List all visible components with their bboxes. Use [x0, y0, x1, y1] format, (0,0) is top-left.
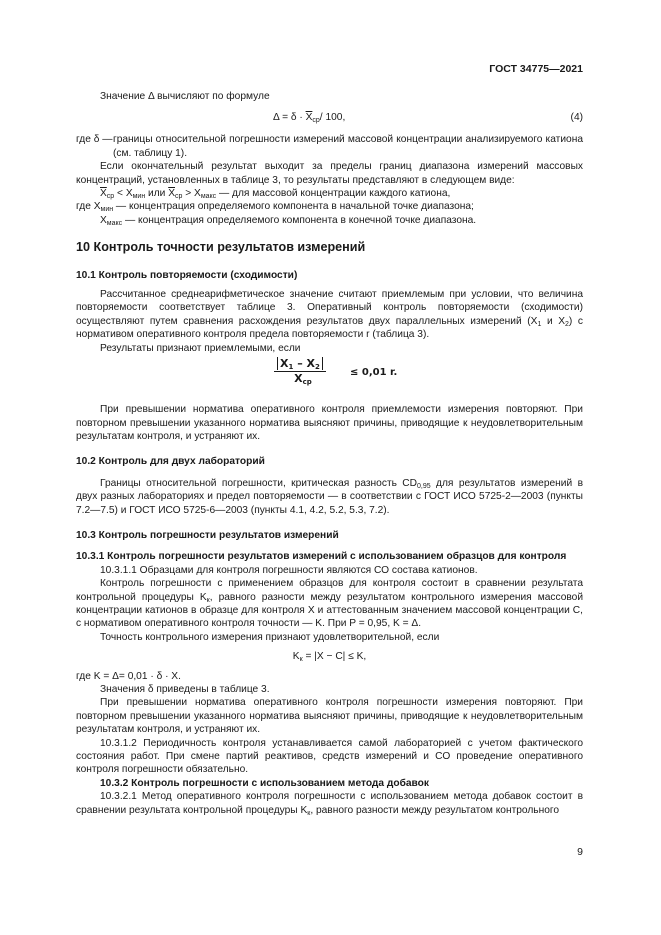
- section-10-heading: 10 Контроль точности результатов измерений: [76, 240, 366, 255]
- paragraph-10-3-1-control: Контроль погрешности с применением образцов для контроля состоит в сравнении результата контрольной процедуры $K_к$, равного разности между результатом контрольного измерения массовой концентрации катионов в образце для контроля X и аттестованным значением массовой концентрации C, с нормативом оперативного контроля точности — K. При P = 0,95, K = Δ.: [76, 578, 584, 630]
- where-k: где K = Δ= 0,01 · δ · X.: [76, 670, 181, 682]
- paragraph-10-1-a: Рассчитанное среднеарифметическое значение считают приемлемым при условии, что величина повторяемости соответствует таблице 3. Оперативный контроль повторяемости (сходимости) осуществляют путем сравнения расхождения результатов двух параллельных измерений ($X_1$ и $X_2$) с нормативом оперативного контроля предела повторяемости r (таблица 3).: [76, 289, 583, 341]
- paragraph-10-3-2-1: 10.3.2.1 Метод оперативного контроля погрешности с использованием метода добавок состоит в сравнении результата контрольной процедуры $K_к$, равного разности между результатом контрольного: [76, 791, 583, 817]
- section-10-3-2-heading: 10.3.2 Контроль погрешности с использованием метода добавок: [100, 777, 429, 789]
- range-paragraph: Если окончательный результат выходит за пределы границ диапазона измерений массовых концентраций, установленных в таблице 3, то результаты представляют в следующем виде:: [76, 161, 583, 186]
- acceptance-formula: $X_1 - X_2$ $X_{ср}$ ≤ 0,01 r.: [76, 355, 583, 397]
- formula-intro: Значение Δ вычисляют по формуле: [100, 91, 270, 102]
- where-delta: где δ — границы относительной погрешности измерений массовой концентрации анализируемого катиона (см. таблицу 1).: [76, 134, 583, 159]
- section-10-2-heading: 10.2 Контроль для двух лабораторий: [76, 456, 265, 468]
- where-xmin: где $X_{мин}$ — концентрация определяемого компонента в начальной точке диапазона;: [76, 201, 474, 214]
- section-10-1-heading: 10.1 Контроль повторяемости (сходимости): [76, 269, 298, 281]
- paragraph-repeat: При превышении норматива оперативного контроля погрешности измерения повторяют. При повторном превышении указанного норматива выясняют причины, приводящие к неудовлетворительным результатам контроля, и устраняют их.: [76, 697, 583, 736]
- paragraph-10-1-b: Результаты признают приемлемыми, если: [100, 342, 301, 354]
- paragraph-10-1-c: При превышении норматива оперативного контроля приемлемости измерения повторяют. При повторном превышении указанного норматива выясняют причины, приводящие к неудовлетворительным результатам контроля, и устраняют их.: [76, 404, 583, 442]
- section-10-3-1-heading: 10.3.1 Контроль погрешности результатов измерений с использованием образцов для контроля: [76, 551, 567, 563]
- page-number: 9: [577, 846, 583, 858]
- formula-4: $\Delta = \delta \cdot \overline{X}_{ср}/$ 100, (4): [273, 112, 583, 125]
- formula-k: $K_к = |X - C| \le K$,: [292, 651, 367, 664]
- paragraph-10-3-1-1: 10.3.1.1 Образцами для контроля погрешности являются СО состава катионов.: [100, 564, 478, 576]
- section-10-3-heading: 10.3 Контроль погрешности результатов измерений: [76, 529, 339, 541]
- standard-header: ГОСТ 34775—2021: [489, 63, 583, 75]
- values-note: Значения δ приведены в таблице 3.: [100, 684, 270, 695]
- paragraph-accuracy: Точность контрольного измерения признают удовлетворительной, если: [100, 631, 440, 643]
- paragraph-10-2: Границы относительной погрешности, критическая разность $CD_{0,95}$ для результатов измерений в двух разных лабораториях и предел повторяемости — в соответствии с ГОСТ ИСО 5725-2—2003 (пункты 7.2—7.5) и ГОСТ ИСО 5725-6—2003 (пункты 4.1, 4.2, 5.2, 5.3, 7.2).: [76, 477, 583, 516]
- range-expression: $\overline{X}_{ср} < X_{мин}$ или $\overline{X}_{ср} > X_{макс}$ — для массовой концентрации каждого катиона,: [100, 188, 451, 201]
- page-content: [76, 90, 583, 817]
- paragraph-10-3-1-2: 10.3.1.2 Периодичность контроля устанавливается самой лабораторией с учетом фактического состояния работ. При смене партий реактивов, средств измерений и СО проведение оперативного контроля погрешности обязательно.: [76, 737, 583, 776]
- where-xmax: $X_{макс}$ — концентрация определяемого компонента в конечной точке диапазона.: [100, 214, 477, 227]
- formula-number: (4): [570, 112, 583, 124]
